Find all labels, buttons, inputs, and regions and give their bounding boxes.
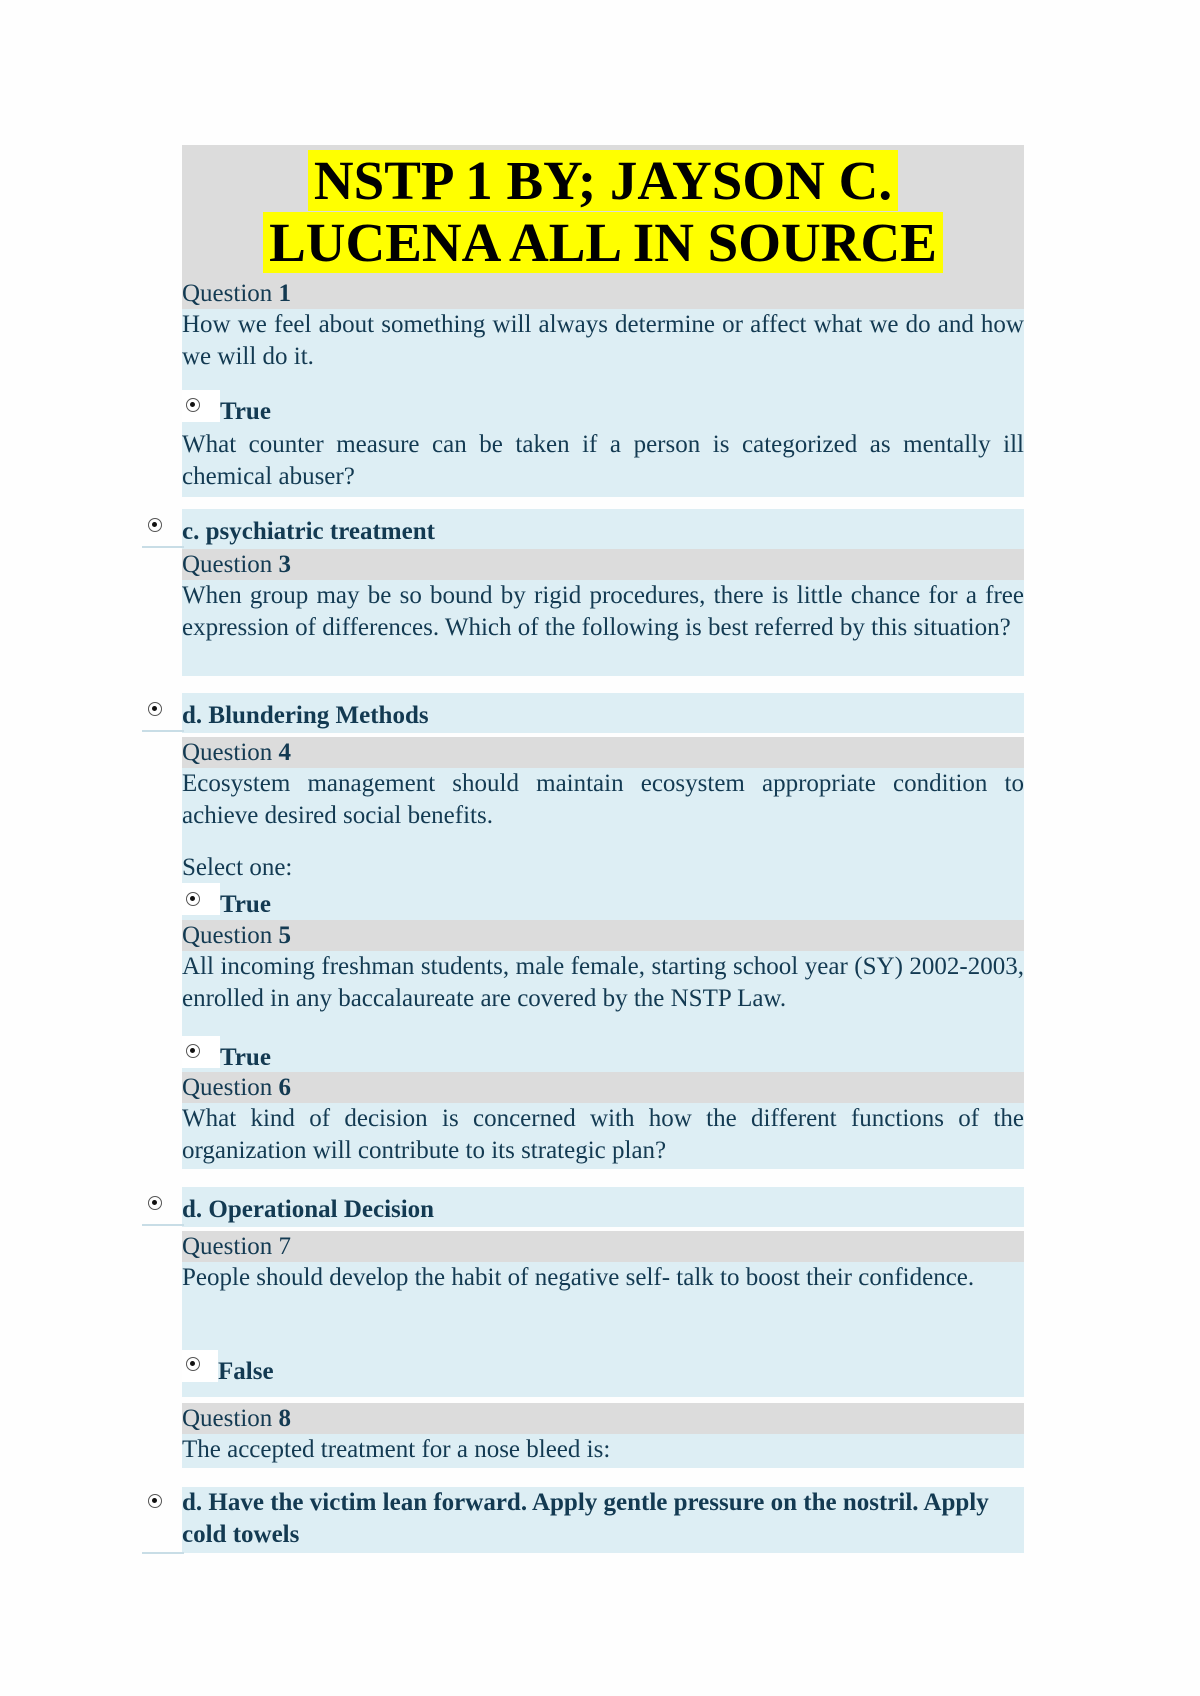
question-8-label — [182, 1403, 1024, 1434]
question-number: 3 — [278, 551, 292, 578]
question-label-text: Question — [182, 280, 279, 307]
title-line-2: LUCENA ALL IN SOURCE — [263, 212, 943, 273]
question-label-text: Question — [182, 922, 279, 949]
radio-selected-icon[interactable] — [148, 518, 162, 532]
answer-underline — [142, 546, 184, 548]
question-label-text: Question — [182, 551, 279, 578]
question-5-text: All incoming freshman students, male female, starting school year (SY) 2002-2003, enrolled in any baccalaureate are covered by the NSTP Law. — [182, 951, 1024, 1072]
question-5-answer: True — [220, 1044, 271, 1071]
question-8-text: The accepted treatment for a nose bleed is: — [182, 1434, 1024, 1468]
question-number: 8 — [278, 1405, 292, 1432]
radio-selected-icon[interactable] — [186, 398, 200, 412]
radio-selected-icon[interactable] — [148, 1196, 162, 1210]
radio-selected-icon[interactable] — [186, 892, 200, 906]
question-3-text: When group may be so bound by rigid procedures, there is little chance for a free expression of differences. Which of the following is best referred by this situation? — [182, 580, 1024, 676]
question-label-text: Question — [182, 1074, 279, 1101]
question-number: 5 — [278, 922, 292, 949]
question-5-label — [182, 920, 1024, 951]
radio-selected-icon[interactable] — [148, 702, 162, 716]
question-4-label — [182, 737, 1024, 768]
question-3-label — [182, 549, 1024, 580]
question-8-answer: d. Have the victim lean forward. Apply gentle pressure on the nostril. Apply cold towels — [182, 1487, 1024, 1553]
question-3-answer: d. Blundering Methods — [182, 702, 429, 729]
radio-selected-icon[interactable] — [186, 1044, 200, 1058]
question-7-text: People should develop the habit of negative self- talk to boost their confidence. — [182, 1262, 1024, 1397]
question-label-text: Question — [182, 1405, 279, 1432]
question-2-text: What counter measure can be taken if a person is categorized as mentally ill chemical abuser? — [182, 431, 1024, 490]
question-number: 4 — [278, 739, 292, 766]
question-number: 1 — [278, 280, 292, 307]
question-7-answer: False — [218, 1358, 274, 1385]
question-6-label — [182, 1072, 1024, 1103]
question-label-text: Question — [182, 739, 279, 766]
question-4-select-label: Select one: — [182, 854, 293, 881]
question-1-answer: True — [220, 398, 271, 425]
question-4-answer: True — [220, 891, 271, 918]
question-2-answer: c. psychiatric treatment — [182, 518, 435, 545]
title-line-1: NSTP 1 BY; JAYSON C. — [308, 150, 898, 211]
question-1-label — [182, 278, 1024, 309]
radio-selected-icon[interactable] — [148, 1494, 162, 1508]
question-7-label: Question 7 — [182, 1231, 1024, 1262]
radio-selected-icon[interactable] — [186, 1357, 200, 1371]
question-6-text: What kind of decision is concerned with how the different functions of the organization will contribute to its strategic plan? — [182, 1103, 1024, 1169]
question-1-text: How we feel about something will always determine or affect what we do and how we will do it. — [182, 309, 1024, 375]
answer-underline — [142, 1224, 184, 1226]
answer-underline — [142, 730, 184, 732]
answer-underline — [142, 1552, 184, 1554]
question-6-answer: d. Operational Decision — [182, 1196, 435, 1223]
question-4-text: Ecosystem management should maintain ecosystem appropriate condition to achieve desired social benefits. — [182, 768, 1024, 920]
question-number: 6 — [278, 1074, 292, 1101]
